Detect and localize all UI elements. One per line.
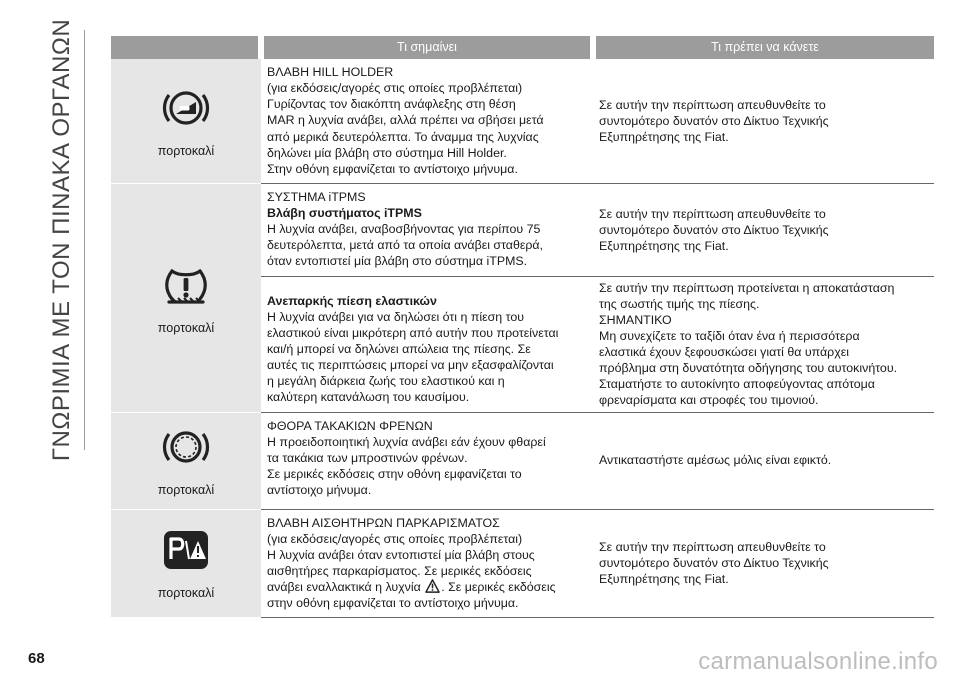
action-cell [593,509,934,618]
text-line: Εξυπηρέτησης της Fiat. [599,238,729,253]
hill-holder-warning-icon [161,83,211,133]
text-line: στην οθόνη εμφανίζεται το αντίστοιχο μήνυμα. [267,596,519,611]
text-line: και/ή μπορεί να δηλώνει απώλεια της πίεσης. Σε [267,341,531,356]
text-line: Η λυχνία ανάβει, αναβοσβήνοντας για περίπου 75 [267,222,541,237]
text-line: ΒΛΑΒΗ HILL HOLDER [267,65,394,79]
text-line: ΣΥΣΤΗΜΑ iTPMS [267,189,366,204]
text-line: Σταματήστε το αυτοκίνητο αποφεύγοντας απότομα [599,377,875,392]
text-line: Γυρίζοντας τον διακόπτη ανάφλεξης στη θέση [267,97,516,112]
text-line: ελαστικού είναι μικρότερη από αυτήν που προτείνεται [267,325,559,340]
text-line: συντομότερο δυνατόν στο Δίκτυο Τεχνικής [599,113,829,128]
text-line: MAR η λυχνία ανάβει, αλλά πρέπει να σβήσει μετά [267,113,544,128]
icon-cell [111,59,261,183]
sidebar-title-text: ΓΝΩΡΙΜΙΑ ΜΕ ΤΟΝ ΠΙΝΑΚΑ ΟΡΓΑΝΩΝ [48,18,75,462]
warning-lights-table [111,36,934,618]
parking-sensor-fault-icon [161,525,211,575]
bold-heading: Ανεπαρκής πίεση ελαστικών [267,293,437,308]
text-line: ελαστικά έχουν ξεφουσκώσει γιατί θα υπάρχει [599,345,849,359]
action-cell [593,59,934,183]
action-cell [593,276,934,412]
meaning-cell [261,59,593,183]
page-number: 68 [28,650,45,667]
text-line: από μερικά δευτερόλεπτα. Το άναμμα της λυχνίας [267,129,539,144]
icon-color-label: πορτοκαλί [157,483,215,498]
text-line: αντίστοιχο μήνυμα. [267,483,372,497]
text-line: Σε αυτήν την περίπτωση απευθυνθείτε το [599,540,826,555]
sidebar-divider [84,30,85,450]
meaning-cell [261,276,593,412]
warning-triangle-icon [425,579,440,593]
text-line: συντομότερο δυνατόν στο Δίκτυο Τεχνικής [599,222,829,237]
text-line: Αντικαταστήστε αμέσως μόλις είναι εφικτό. [599,453,832,468]
text-line: η μεγάλη διάρκεια ζωής του ελαστικού και η [267,374,505,389]
tpms-tire-pressure-icon [161,260,211,310]
table-header-row [111,36,934,59]
table-row [111,509,934,618]
icon-cell [111,509,261,618]
text-line: όταν εντοπιστεί μία βλάβη στο σύστημα iTPMS. [267,254,528,269]
text-line: Εξυπηρέτησης της Fiat. [599,130,729,144]
text-line: Σε αυτήν την περίπτωση προτείνεται η αποκατάσταση [599,280,895,295]
meaning-cell [261,509,593,618]
text-line-with-icon [267,579,587,595]
text-line: τα τακάκια των μπροστινών φρένων. [267,450,468,465]
text-line: (για εκδόσεις/αγορές στις οποίες προβλέπεται) [267,81,523,96]
icon-color-label: πορτοκαλί [157,143,215,158]
icon-color-label: πορτοκαλί [157,586,215,601]
text-line: ΦΘΟΡΑ ΤΑΚΑΚΙΩΝ ΦΡΕΝΩΝ [267,418,433,433]
text-line: Σε μερικές εκδόσεις στην οθόνη εμφανίζεται το [267,466,522,481]
text-line: Η λυχνία ανάβει όταν εντοπιστεί μία βλάβη στους [267,547,535,562]
text-line: (για εκδόσεις/αγορές στις οποίες προβλέπεται) [267,531,523,546]
header-icon-column [111,36,261,59]
text-line: Εξυπηρέτησης της Fiat. [599,572,729,587]
header-action: Τι πρέπει να κάνετε [593,36,934,59]
icon-cell [111,183,261,412]
text-line: ΣΗΜΑΝΤΙΚΟ [599,312,672,327]
meaning-cell [261,183,593,276]
icon-cell [111,412,261,509]
header-meaning: Τι σημαίνει [261,36,593,59]
text-line: αισθητήρες παρκαρίσματος. Σε μερικές εκδόσεις [267,563,532,578]
meaning-cell [261,412,593,509]
sidebar-title [42,18,82,462]
action-cell [593,412,934,509]
text-fragment: ανάβει εναλλακτικά η λυχνία [267,580,421,594]
text-line: Σε αυτήν την περίπτωση απευθυνθείτε το [599,97,826,112]
table-row [111,183,934,276]
brake-pad-wear-icon [161,422,211,472]
text-line: Η προειδοποιητική λυχνία ανάβει εάν έχουν φθαρεί [267,434,546,449]
text-line: δηλώνει μία βλάβη στο σύστημα Hill Holder. [267,145,507,160]
text-line: αυτές τις περιπτώσεις μπορεί να μην εξασφαλίζονται [267,358,554,372]
action-cell [593,183,934,276]
text-line: της σωστής τιμής της πίεσης. [599,296,760,311]
text-line: Σε αυτήν την περίπτωση απευθυνθείτε το [599,206,826,221]
table-row [111,59,934,183]
text-fragment: . Σε μερικές εκδόσεις [441,580,556,594]
table-row [111,412,934,509]
text-line: δευτερόλεπτα, μετά από τα οποία ανάβει σταθερά, [267,238,544,253]
text-line: Η λυχνία ανάβει για να δηλώσει ότι η πίεση του [267,309,525,324]
text-line: Μη συνεχίζετε το ταξίδι όταν ένα ή περισσότερα [599,328,860,343]
text-line: πρόβλημα στη δυνατότητα οδήγησης του αυτοκινήτου. [599,361,898,376]
text-line: Στην οθόνη εμφανίζεται το αντίστοιχο μήνυμα. [267,161,518,176]
text-line: καλύτερη κατανάλωση του καυσίμου. [267,390,470,405]
text-line: ΒΛΑΒΗ ΑΙΣΘΗΤΗΡΩΝ ΠΑΡΚΑΡΙΣΜΑΤΟΣ [267,515,500,530]
bold-heading: Βλάβη συστήματος iTPMS [267,206,422,220]
text-line: συντομότερο δυνατόν στο Δίκτυο Τεχνικής [599,556,829,571]
icon-color-label: πορτοκαλί [157,320,215,335]
text-line: φρεναρίσματα και στροφές του τιμονιού. [599,393,819,408]
watermark: carmanualsonline.info [698,648,938,675]
